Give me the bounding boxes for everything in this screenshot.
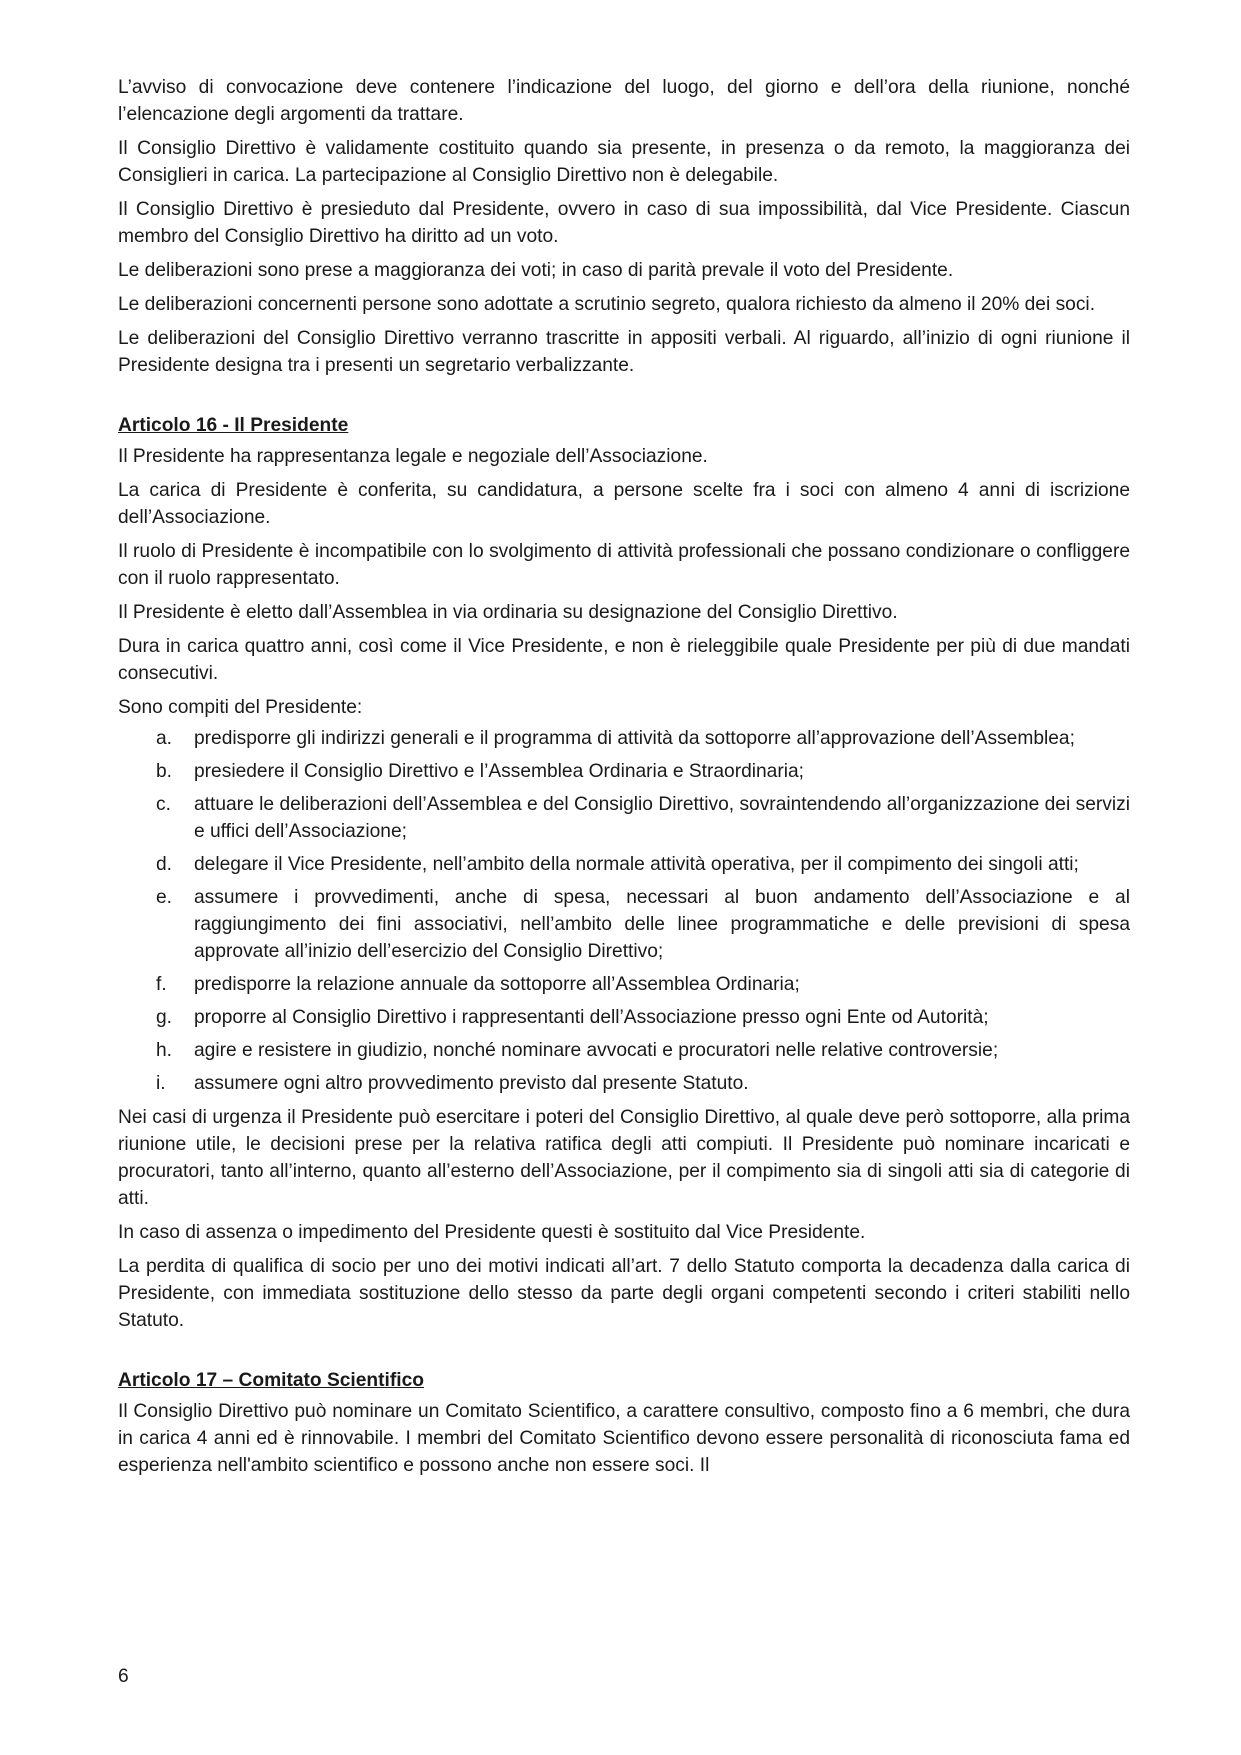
paragraph: Il Consiglio Direttivo può nominare un Comitato Scientifico, a carattere consultivo, composto fino a 6 membri, che dura in carica 4 anni ed è rinnovabile. I membri del Comitato Scientifico devono essere personalità di riconosciuta fama ed esperienza nell'ambito scientifico e possono anche non essere soci. Il <box>118 1401 1130 1476</box>
paragraph: Nei casi di urgenza il Presidente può esercitare i poteri del Consiglio Direttivo, al quale deve però sottoporre, alla prima riunione utile, le decisioni prese per la relativa ratifica degli atti compiuti. Il Presidente può nominare incaricati e procuratori, tanto all’interno, quanto all’esterno dell’Associazione, per il compimento sia di singoli atti sia di categorie di atti. <box>118 1107 1130 1209</box>
section-gap <box>118 386 1130 412</box>
paragraph-secret-ballot: Le deliberazioni concernenti persone sono adottate a scrutinio segreto, qualora richiesto da almeno il 20% dei soci. <box>118 294 1096 315</box>
list-marker: b. <box>156 761 173 782</box>
list-marker: c. <box>156 794 171 815</box>
list-item <box>118 851 1130 878</box>
duties-list <box>118 725 1130 1097</box>
list-item <box>118 884 1130 965</box>
list-marker: e. <box>156 887 173 908</box>
paragraph-board-chair: Il Consiglio Direttivo è presieduto dal Presidente, ovvero in caso di sua impossibilità, dal Vice Presidente. Ciascun membro del Consiglio Direttivo ha diritto ad un voto. <box>118 199 1130 247</box>
section-heading: Articolo 16 - Il Presidente <box>118 415 349 436</box>
list-item <box>118 758 1130 785</box>
paragraph: La carica di Presidente è conferita, su candidatura, a persone scelte fra i soci con almeno 4 anni di iscrizione dell’Associazione. <box>118 480 1130 528</box>
list-item <box>118 971 1130 998</box>
list-intro: Sono compiti del Presidente: <box>118 697 363 718</box>
list-marker: i. <box>156 1073 166 1094</box>
list-marker: h. <box>156 1040 173 1061</box>
list-item <box>118 1070 1130 1097</box>
paragraph: Il ruolo di Presidente è incompatibile con lo svolgimento di attività professionali che possano condizionare o confliggere con il ruolo rappresentato. <box>118 541 1130 589</box>
list-item-text: predisporre gli indirizzi generali e il programma di attività da sottoporre all’approvazione dell’Assemblea; <box>194 728 1075 749</box>
paragraph: In caso di assenza o impedimento del Presidente questi è sostituito dal Vice Presidente. <box>118 1222 866 1243</box>
list-item-text: predisporre la relazione annuale da sottoporre all’Assemblea Ordinaria; <box>194 974 800 995</box>
list-item <box>118 791 1130 845</box>
page-number: 6 <box>118 1666 129 1687</box>
list-item-text: assumere i provvedimenti, anche di spesa, necessari al buon andamento dell’Associazione e al raggiungimento dei fini associativi, nell’ambito delle linee programmatiche e delle previsioni di spesa approvate all’inizio dell’esercizio del Consiglio Direttivo; <box>194 887 1130 962</box>
list-item-text: delegare il Vice Presidente, nell’ambito della normale attività operativa, per il compimento dei singoli atti; <box>194 854 1079 875</box>
paragraph: Dura in carica quattro anni, così come il Vice Presidente, e non è rieleggibile quale Presidente per più di due mandati consecutivi. <box>118 636 1130 684</box>
paragraph-majority-vote: Le deliberazioni sono prese a maggioranza dei voti; in caso di parità prevale il voto del Presidente. <box>118 260 954 281</box>
paragraph: Il Presidente è eletto dall’Assemblea in via ordinaria su designazione del Consiglio Direttivo. <box>118 602 898 623</box>
list-item <box>118 1004 1130 1031</box>
paragraph-board-quorum: Il Consiglio Direttivo è validamente costituito quando sia presente, in presenza o da remoto, la maggioranza dei Consiglieri in carica. La partecipazione al Consiglio Direttivo non è delegabile. <box>118 138 1130 186</box>
paragraph-convocation-notice: L’avviso di convocazione deve contenere l’indicazione del luogo, del giorno e dell’ora della riunione, nonché l’elencazione degli argomenti da trattare. <box>118 77 1130 125</box>
list-marker: f. <box>156 974 167 995</box>
section-articolo-17 <box>118 1367 1130 1479</box>
paragraph: La perdita di qualifica di socio per uno dei motivi indicati all’art. 7 dello Statuto comporta la decadenza dalla carica di Presidente, con immediata sostituzione dello stesso da parte degli organi competenti secondo i criteri stabiliti nello Statuto. <box>118 1256 1130 1331</box>
list-marker: g. <box>156 1007 173 1028</box>
list-item-text: agire e resistere in giudizio, nonché nominare avvocati e procuratori nelle relative controversie; <box>194 1040 999 1061</box>
list-item-text: assumere ogni altro provvedimento previsto dal presente Statuto. <box>194 1073 749 1094</box>
list-item-text: proporre al Consiglio Direttivo i rappresentanti dell’Associazione presso ogni Ente od Autorità; <box>194 1007 989 1028</box>
list-item-text: presiedere il Consiglio Direttivo e l’Assemblea Ordinaria e Straordinaria; <box>194 761 805 782</box>
paragraph: Il Presidente ha rappresentanza legale e negoziale dell’Associazione. <box>118 446 708 467</box>
section-articolo-16 <box>118 412 1130 1334</box>
list-item-text: attuare le deliberazioni dell’Assemblea e del Consiglio Direttivo, sovraintendendo all’organizzazione dei servizi e uffici dell’Associazione; <box>194 794 1130 842</box>
list-marker: a. <box>156 728 173 749</box>
paragraph-minutes: Le deliberazioni del Consiglio Direttivo verranno trascritte in appositi verbali. Al riguardo, all’inizio di ogni riunione il Presidente designa tra i presenti un segretario verbalizzante. <box>118 328 1130 376</box>
document-page <box>118 74 1130 1486</box>
list-marker: d. <box>156 854 173 875</box>
list-item <box>118 725 1130 752</box>
section-gap <box>118 1341 1130 1367</box>
section-heading: Articolo 17 – Comitato Scientifico <box>118 1370 424 1391</box>
list-item <box>118 1037 1130 1064</box>
